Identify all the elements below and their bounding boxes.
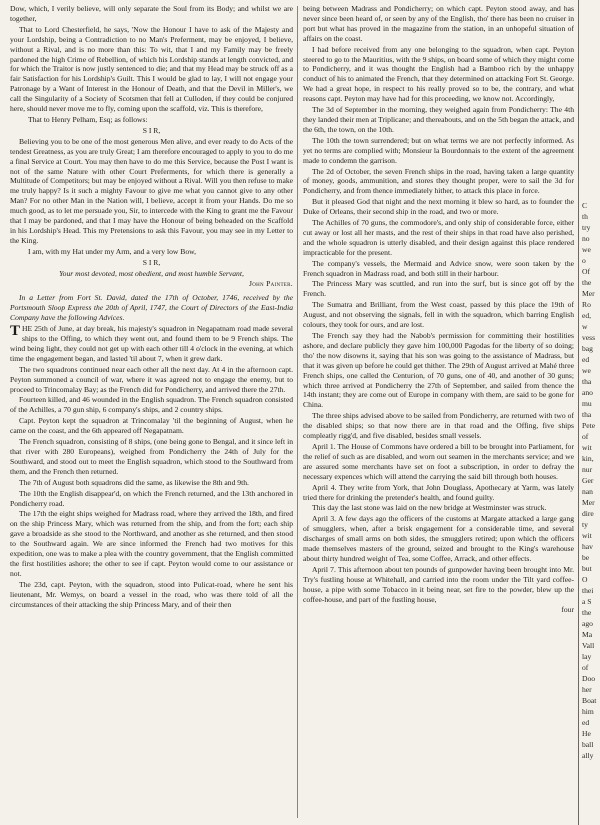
april-4-paragraph: April 4. They write from York, that John Douglass, Apothecary at Yarm, was lately tried there for drinking the pretender's health, and found guilty. — [303, 482, 574, 502]
twenty-third-paragraph: The 23d, capt. Peyton, with the squadron, stood into Pulicat-road, where he sent his lieutenant, Mr. Wemys, on board a vessel in the road, who was there told of all the circumstances of their attacking the ship Princess Mary, and of their then — [10, 579, 293, 609]
edge-fragment: C — [582, 201, 588, 210]
edge-fragment: thei — [582, 586, 594, 595]
april-1-paragraph: April 1. The House of Commons have ordered a bill to be brought into Parliament, for the relief of such as are disabled, and worn out seamen in the merchants service; and we are assured some merchants have set on foot a subscription, in order to defray the necessary expences which will attend the carrying the said bill through both houses. — [303, 441, 574, 481]
edge-fragment: Ma — [582, 630, 593, 639]
edge-fragment: nur — [582, 465, 593, 474]
edge-fragment: but — [582, 564, 592, 573]
letter-salutation: S I R, — [142, 125, 161, 135]
seventeenth-paragraph: The 17th the eight ships weighed for Madrass road, where they arrived the 18th, and fired on the ship Princess Mary, which was returned from the ship, and from the fort; each ship gave a broadside as she stood to the Northward, and another as she returned, and then stood to the Southward again. We are since informed the French had two motives for this expedition, one was to make a plea with the country government, that the English committed the first hostilities ashore; the other to see if capt. Peyton would come to our assistance or not. — [10, 509, 293, 578]
edge-fragment: no — [582, 234, 590, 243]
edge-fragment: him — [582, 707, 594, 716]
killed-paragraph: Fourteen killed, and 46 wounded in the English squadron. The French squadron consisted of the Achilles, a 70 gun ship, 6 company's ships, and 2 country ships. — [10, 395, 293, 415]
edge-fragment: ally — [582, 751, 594, 760]
edge-fragment: her — [582, 685, 592, 694]
april-7-paragraph: April 7. This afternoon about ten pounds of gunpowder having been brought into Mr. Try's fustling house at Whitehall, and carried into the room under the Tilt yard coffee-house, a pipe with some Tobacco in it being near, set fire to the powder, blew up the coffee-house, and part of the fustling house, — [303, 564, 574, 604]
left-column — [10, 4, 293, 822]
edge-fragment: o — [582, 256, 586, 265]
edge-fragment: be — [582, 553, 590, 562]
edge-fragment: Mer — [582, 498, 595, 507]
edge-fragment: we — [582, 245, 591, 254]
nabob-paragraph: The French say they had the Nabob's permission for committing their hostilities ashore, and declare publicly they gave him 100,000 Pagodas for the liberty of so doing; tho' the now disowns it, saying that his son was going to the assistance of Madrass, but that it was given up before he could get thither. The 29th of August arrived at Mahé three French ships, one called the Centurion, of 70 guns, one of 40, and another of 30 guns; which three arrived at Pondicherry the 27th of September, and sailed from thence the 14th instant; they are come out of Europe in company with them, are said to be gone for China. — [303, 331, 574, 410]
edge-fragment: mu — [582, 399, 592, 408]
french-squadron-paragraph: The French squadron, consisting of 8 ships, (one being gone to Bengal, and it since left in that river with 280 Europeans), weighed from Pondicherry the 24th of July for the Southward, and stood out to meet the English squadron, which stood to the Southward from them, and the French then returned. — [10, 437, 293, 476]
right-column — [303, 4, 574, 822]
continued-paragraph: being between Madrass and Pondicherry; on which capt. Peyton stood away, and has never since been heard of, or seen by any of the English, tho' there has been no cruiser in port but what has proved in the magazine from the station, in an unhopeful situation of affairs on the coast. — [303, 4, 574, 43]
edge-fragment: tha — [582, 377, 592, 386]
edge-fragment: of — [582, 432, 589, 441]
edge-fragment: Of — [582, 267, 591, 276]
edge-fragment: ed — [582, 355, 590, 364]
storm-paragraph: But it pleased God that night and the next morning it blew so hard, as to founder the Duke of Orleans, their second ship in the road, and two or more. — [303, 197, 574, 217]
april-3-paragraph: April 3. A few days ago the officers of the customs at Margate attacked a large gang of smugglers, when, after a brisk engagement for a considerable time, and several discharges of small arms on both sides, the smugglers retired; upon which the officers made themselves masters of the ground, seized and brought to the King's warehouse about thirty hundred weight of Tea, some Coffee, Arrack, and other effects. — [303, 514, 574, 563]
edge-fragment: Mer — [582, 289, 595, 298]
edge-fragment: Ro — [582, 300, 591, 309]
informed-paragraph: I had before received from any one belonging to the squadron, when capt. Peyton steered to go to the Mauritius, with the 9 ships, on board some of which they might come to Pondicherry, and it was thought the English had a Bamboo rich by the unhappy conduct of his to animated the French, that they determined on attacking Fort St. George. We had a great hope, in respect to his really proved so to be, the contrary, and what reasons capt. Peyton may have had for this proceeding, we know not. Accordingly, — [303, 44, 574, 104]
edge-fragment: ed — [582, 718, 590, 727]
edge-fragment: th — [582, 212, 588, 221]
bridge-paragraph: This day the last stone was laid on the new bridge at Westminster was struck. — [312, 503, 547, 513]
edge-fragment: O — [582, 575, 588, 584]
edge-fragment: the — [582, 278, 592, 287]
chesterfield-paragraph: That to Lord Chesterfield, he says, 'Now the Honour I have to ask of the Majesty and your Lordship, being a Contradiction to no Man's Preferment, may be enjoyed, I believe, without a Rival, and is no more than this: To wit, that I and my Family may be freely pardoned the high Crime of Rebellion, of which his Lordship stands at length convicted, and for which the Traitor is now justly sentenced to die; and that my Head may be struck off as a fair Satisfaction for his Lordship's Guilt. This I would be glad to lay, I will not engage your Patronage by a Want of Interest in the Honour of Death, and that the Devil in Miller's, we call the Singularity of a Society of Scotsmen that fell at Culloden, if they could be conjured here, should never move me to fly, coming upon the scaffold, viz. This is therefore, — [10, 24, 293, 114]
edge-fragment: the — [582, 608, 592, 617]
peyton-paragraph: Capt. Peyton kept the squadron at Trincomalay 'til the beginning of August, when he came on the coast, and the 6th appeared off Negapatnam. — [10, 416, 293, 436]
edge-fragment: ed, — [582, 311, 592, 320]
letter-closing-line: I am, with my Hat under my Arm, and a very low Bow, — [28, 246, 197, 256]
edge-fragment: Vall — [582, 641, 595, 650]
edge-fragment: w — [582, 322, 588, 331]
surrender-paragraph: The 10th the town surrendered; but on what terms we are not perfectly informed. As yet no terms are complied with; Monsieur la Bourdonnais to the extent of the agreement made to condemn the garrison. — [303, 135, 574, 165]
edge-fragment: ago — [582, 619, 593, 628]
edge-fragment: of — [582, 663, 589, 672]
adjacent-page-fragments — [582, 200, 598, 800]
catchword: four — [561, 605, 574, 615]
achilles-paragraph: The Achilles of 70 guns, the commodore's, and only ship of considerable force, either cut away or lost all her masts, and the rest of their ships in that road have also perished, and the whole squadron is utterly disabled, and their design against this place rendered impracticable for the present. — [303, 218, 574, 257]
september-paragraph: The 3d of September in the morning, they weighed again from Pondicherry: The 4th they landed their men at Triplicane; and thereabouts, and on the 5th began the attack, and the 6th, the town, on the 10th. — [303, 105, 574, 134]
pelham-heading: That to Henry Pelham, Esq; as follows: — [28, 114, 148, 124]
council-paragraph: The two squadrons continued near each other all the next day. At 4 in the afternoon capt. Peyton summoned a council of war, where it was agreed not to engage the enemy, but to proceed to Trincomalay Bay; as the French did for Pondicherry, and arrived there the 27th. — [10, 364, 293, 394]
seventh-august-paragraph: The 7th of August both squadrons did the same, as likewise the 8th and 9th. — [19, 477, 249, 487]
edge-fragment: ano — [582, 388, 593, 397]
three-ships-paragraph: The three ships advised above to be sailed from Pondicherry, are returned with two of the disabled ships; so that now there are in that road and the Offing, five ships compleatly rigg'd, and five disabled, besides small vessels. — [303, 411, 574, 441]
edge-fragment: vess — [582, 333, 596, 342]
edge-fragment: bag — [582, 344, 593, 353]
tenth-paragraph: The 10th the English disappear'd, on which the French returned, and the 13th anchored in Pondicherry road. — [10, 488, 293, 508]
letter-closing-sir: S I R, — [142, 257, 161, 267]
june-paragraph — [10, 324, 293, 364]
edge-fragment: try — [582, 223, 591, 232]
edge-fragment: lay — [582, 652, 592, 661]
fort-st-david-dateline: In a Letter from Fort St. David, dated the 17th of October, 1746, received by the Portsmouth Sloop Express the 20th of April, 1747, the Court of Directors of the East-India Company have the following Advices. — [10, 293, 293, 323]
edge-fragment: Doo — [582, 674, 596, 683]
column-divider — [297, 6, 298, 818]
pelham-letter-body: Believing you to be one of the most generous Men alive, and ever ready to do Acts of the tendest Greatness, as you are truly Great; I am therefore encouraged to apply to you to do me a final Service at Court. You may then have to do me this Service, because the Post I want is not of the same Nature with other Court Preferments, for which there is generally a Multitude of Competitors; but may be enjoyed without a Rival. Will you then refuse to make me truly happy? Is it such a mighty Favour to give me what you cannot give to any other Man? For no other Man in the Nation will, I believe, accept it from your Hands. Do me so much good, as to let me persuade you, Sir, to intercede with the King to grant me the Favour that I may be pardoned, and that I may have the Honour of being beheaded on the Scaffold in his Lordship's Head. This my Pretensions to ask this Favour, you may see in my Letter to the King. — [10, 136, 293, 245]
edge-fragment: ty — [582, 520, 588, 529]
letter-signature: John Painter. — [248, 279, 293, 289]
edge-fragment: hav — [582, 542, 593, 551]
edge-fragment: a S — [582, 597, 592, 606]
company-vessels-paragraph: The company's vessels, the Mermaid and Advice snow, were soon taken by the French squadron in Madrass road, and both still in their harbour. — [303, 258, 574, 278]
june-paragraph-text: HE 25th of June, at day break, his majesty's squadron in Negapatnam road made several ships to the Offing, to which they went out, and found them to be 9 French ships. The wind being light, they could not get up with each other till 4 o'clock in the evening, at which time the engagement began, and lasted 'til about 7, when it grew dark. — [10, 324, 293, 363]
drop-cap: T — [10, 323, 21, 340]
edge-fragment: kin, — [582, 454, 594, 463]
princess-mary-paragraph: The Princess Mary was scuttled, and run into the surf, but is since got off by the French. — [303, 279, 574, 299]
edge-fragment: Boat — [582, 696, 597, 705]
edge-fragment: wit — [582, 443, 592, 452]
opening-text: Dow, which, I verily believe, will only separate the Soul from its Body; and whilst we are together, — [10, 4, 293, 23]
october-paragraph: The 2d of October, the seven French ships in the road, having taken a large quantity of money, goods, ammunition, and stores they thought proper, were to sail the 3d for Pondicherry, and from thence immediately hither, to attack this place in force. — [303, 166, 574, 196]
edge-column-rule — [578, 0, 579, 825]
letter-closing-servant: Your most devoted, most obedient, and most humble Servant, — [59, 268, 244, 278]
edge-fragment: we — [582, 366, 591, 375]
edge-fragment: He — [582, 729, 591, 738]
edge-fragment: wit — [582, 531, 592, 540]
edge-fragment: tha — [582, 410, 592, 419]
edge-fragment: dire — [582, 509, 594, 518]
edge-fragment: nan — [582, 487, 593, 496]
edge-fragment: ball — [582, 740, 594, 749]
edge-fragment: Pete — [582, 421, 596, 430]
edge-fragment: Ger — [582, 476, 594, 485]
sumatra-paragraph: The Sumatra and Brilliant, from the West coast, passed by this place the 19th of August, and not observing the signals, fell in with the squadron, which barring English colours, they took for ours, and are lost. — [303, 300, 574, 330]
